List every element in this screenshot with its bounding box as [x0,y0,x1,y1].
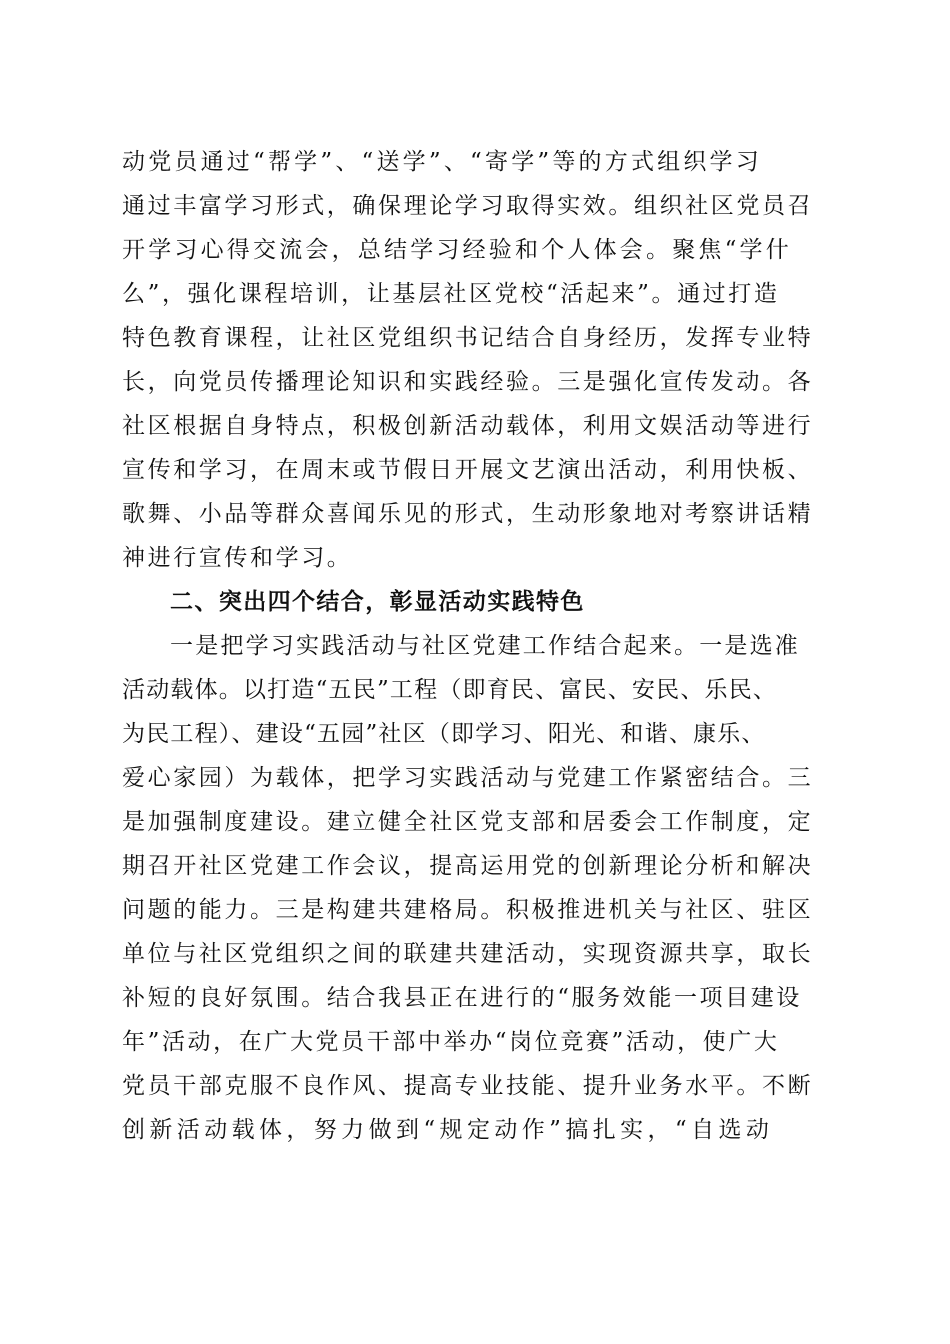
paragraph-first-line: 一是把学习实践活动与社区党建工作结合起来。一是选准 [170,633,800,659]
text-line: 社区根据自身特点，积极创新活动载体，利用文娱活动等进行 [122,413,814,439]
text-line: 期召开社区党建工作会议，提高运用党的创新理论分析和解决 [122,853,814,879]
document-body [122,140,842,1152]
text-line: 么”，强化课程培训，让基层社区党校“活起来”。通过打造 [122,281,780,307]
text-line: 为民工程）、建设“五园”社区（即学习、阳光、和谐、康乐、 [122,721,766,747]
text-line: 是加强制度建设。建立健全社区党支部和居委会工作制度，定 [122,809,814,835]
text-line: 单位与社区党组织之间的联建共建活动，实现资源共享，取长 [122,941,814,967]
text-line: 活动载体。以打造“五民”工程（即育民、富民、安民、乐民、 [122,677,778,703]
text-line: 开学习心得交流会，总结学习经验和个人体会。聚焦“学什 [122,237,792,263]
text-line: 长，向党员传播理论知识和实践经验。三是强化宣传发动。各 [122,369,814,395]
section-heading: 二、突出四个结合，彰显活动实践特色 [170,589,585,615]
text-line: 特色教育课程，让社区党组织书记结合自身经历，发挥专业特 [122,325,814,351]
text-line: 补短的良好氛围。结合我县正在进行的“服务效能一项目建设 [122,985,802,1011]
text-line: 歌舞、小品等群众喜闻乐见的形式，生动形象地对考察讲话精 [122,501,814,527]
text-line: 党员干部克服不良作风、提高专业技能、提升业务水平。不断 [122,1073,814,1099]
text-line: 动党员通过“帮学”、“送学”、“寄学”等的方式组织学习 [122,149,762,175]
text-line: 宣传和学习，在周末或节假日开展文艺演出活动，利用快板、 [122,457,814,483]
text-line: 爱心家园）为载体，把学习实践活动与党建工作紧密结合。三 [122,765,814,791]
text-line: 问题的能力。三是构建共建格局。积极推进机关与社区、驻区 [122,897,814,923]
text-line: 年”活动，在广大党员干部中举办“岗位竞赛”活动，使广大 [122,1029,780,1055]
text-line: 通过丰富学习形式，确保理论学习取得实效。组织社区党员召 [122,193,814,219]
text-line: 创新活动载体，努力做到“规定动作”搞扎实，“自选动 [122,1117,774,1143]
text-line: 神进行宣传和学习。 [122,545,353,571]
